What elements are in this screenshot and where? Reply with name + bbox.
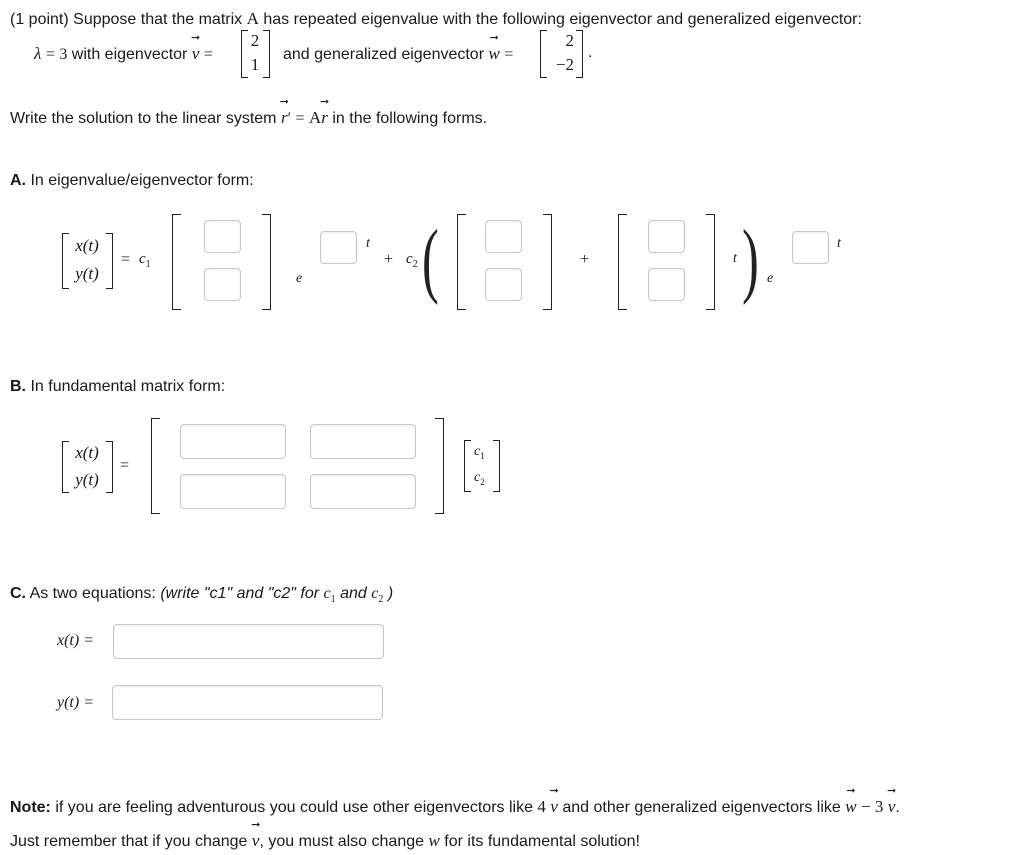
part-a-heading	[10, 172, 254, 190]
note-text-4: you must also change	[268, 833, 425, 850]
note-four: 4	[537, 797, 546, 816]
a-exponent-2-input[interactable]	[792, 231, 829, 264]
equals-sign: =	[45, 46, 55, 63]
lambda-value: 3	[59, 46, 68, 63]
period: .	[588, 44, 593, 61]
note-comma: ,	[259, 833, 264, 850]
a-vec1-top-input[interactable]	[204, 220, 241, 253]
a-c2: $c_2$	[406, 251, 418, 270]
a-equals: =	[121, 251, 131, 268]
a-vec3-bottom-input[interactable]	[648, 268, 685, 301]
a-e-1: e	[296, 271, 303, 286]
r-vector-symbol: ➞ r	[279, 95, 289, 127]
a-vec2-bottom-input[interactable]	[485, 268, 522, 301]
a-vec2-bracket-left	[457, 214, 466, 310]
w-bracket-left	[540, 30, 547, 78]
note-w-plain: w	[428, 831, 440, 850]
a-vec3-bracket-right	[706, 214, 715, 310]
c-y-equation-input[interactable]	[112, 685, 383, 720]
b-c1: $c_1$	[474, 444, 485, 461]
a-vec3-top-input[interactable]	[648, 220, 685, 253]
points-label: (1 point)	[10, 11, 69, 28]
note-minus-three: − 3	[861, 797, 884, 816]
a-plus-2: +	[580, 251, 590, 268]
a-plus-1: +	[384, 251, 394, 268]
a-vec3-bracket-left	[618, 214, 627, 310]
part-c-letter: C.	[10, 585, 26, 602]
v-bracket-left	[241, 30, 248, 78]
b-xy-bracket-right	[106, 441, 113, 493]
a-e-2: e	[767, 271, 774, 286]
b-x-label: x(t)	[75, 443, 99, 462]
write-solution-line	[10, 95, 488, 128]
a-c1: $c_1$	[139, 251, 151, 270]
a-t-inner: t	[733, 251, 737, 266]
a-vec1-bracket-left	[172, 214, 181, 310]
b-equals: =	[120, 457, 130, 474]
part-c-hint: (write "c1" and "c2" for	[160, 585, 320, 602]
b-c-bracket-left	[464, 440, 471, 492]
v-entry-1: 2	[250, 31, 260, 50]
v-entry-2: 1	[250, 55, 260, 74]
note-text-2: and other generalized eigenvectors like	[562, 799, 841, 816]
hint-and: and	[340, 585, 367, 602]
w-entry-1: 2	[565, 31, 574, 50]
b-c2: $c_2$	[474, 470, 485, 487]
equals-sign: =	[203, 46, 213, 63]
c-x-label: x(t) =	[57, 632, 94, 649]
note-v-symbol-2: ➞ v	[886, 784, 897, 816]
part-b-letter: B.	[10, 378, 26, 395]
b-matrix-r2c1-input[interactable]	[180, 474, 286, 509]
part-a-letter: A.	[10, 172, 26, 189]
matrix-symbol: A	[309, 108, 322, 127]
part-b-heading	[10, 378, 225, 396]
b-y-label: y(t)	[75, 470, 99, 489]
b-matrix-r1c2-input[interactable]	[310, 424, 416, 459]
b-matrix-r1c1-input[interactable]	[180, 424, 286, 459]
equals-sign: =	[504, 46, 514, 63]
equals-sign: =	[295, 110, 305, 127]
w-vector-symbol: ➞ w	[488, 31, 500, 63]
a-vec2-top-input[interactable]	[485, 220, 522, 253]
in-forms-text: in the following forms.	[332, 110, 488, 127]
a-t-1: t	[366, 236, 370, 251]
a-vec1-bottom-input[interactable]	[204, 268, 241, 301]
c-y-label: y(t) =	[57, 694, 94, 711]
eigen-info-line	[34, 31, 213, 64]
b-matrix-bracket-right	[435, 418, 444, 514]
a-x-label: x(t)	[75, 236, 99, 255]
note-period: .	[895, 799, 900, 816]
and-generalized-text: and generalized eigenvector	[283, 46, 485, 63]
hint-c2: $c_2$	[371, 585, 384, 606]
w-entry-2: −2	[555, 55, 574, 74]
note-text-3: Just remember that if you change	[10, 833, 248, 850]
part-a-label: In eigenvalue/eigenvector form:	[30, 172, 254, 189]
part-c-label: As two equations:	[29, 585, 156, 602]
w-bracket-right	[576, 30, 583, 78]
write-solution-text: Write the solution to the linear system	[10, 110, 277, 127]
note-v-symbol: ➞ v	[549, 784, 559, 816]
b-c-bracket-right	[493, 440, 500, 492]
note-label: Note:	[10, 799, 51, 816]
with-eigenvector-text: with eigenvector	[71, 46, 188, 63]
a-vec2-bracket-right	[543, 214, 552, 310]
note-line-2	[10, 818, 640, 851]
c-x-equation-input[interactable]	[113, 624, 384, 659]
a-exponent-1-input[interactable]	[320, 231, 357, 264]
a-vec1-bracket-right	[262, 214, 271, 310]
lambda-symbol: λ	[34, 44, 42, 63]
part-c-heading	[10, 585, 393, 605]
intro-text: Suppose that the matrix	[73, 11, 243, 28]
problem-header	[10, 9, 862, 29]
a-xy-bracket-right	[106, 233, 113, 289]
hint-close: )	[387, 585, 394, 602]
v-bracket-right	[263, 30, 270, 78]
v-vector-symbol: ➞ v	[191, 31, 201, 63]
prime-mark: ′	[287, 110, 292, 127]
b-matrix-bracket-left	[151, 418, 160, 514]
a-t-2: t	[837, 236, 841, 251]
note-text-1: if you are feeling adventurous you could use other eigenvectors like	[55, 799, 533, 816]
part-b-label: In fundamental matrix form:	[30, 378, 226, 395]
intro-rest-text: has repeated eigenvalue with the following eigenvector and generalized eigenvector:	[263, 11, 862, 28]
hint-c1: $c_1$	[323, 585, 336, 606]
generalized-eigenvector-text	[283, 31, 514, 64]
a-paren-right: )	[742, 213, 759, 306]
note-text-5: for its fundamental solution!	[444, 833, 640, 850]
a-y-label: y(t)	[75, 264, 99, 283]
note-v-symbol-3: ➞ v	[251, 818, 261, 850]
matrix-symbol: A	[246, 9, 259, 28]
note-w-symbol: ➞ w	[845, 784, 857, 816]
b-matrix-r2c2-input[interactable]	[310, 474, 416, 509]
a-paren-left: (	[422, 213, 439, 306]
r-vector-symbol: ➞ r	[320, 95, 330, 127]
note-line-1	[10, 784, 900, 817]
